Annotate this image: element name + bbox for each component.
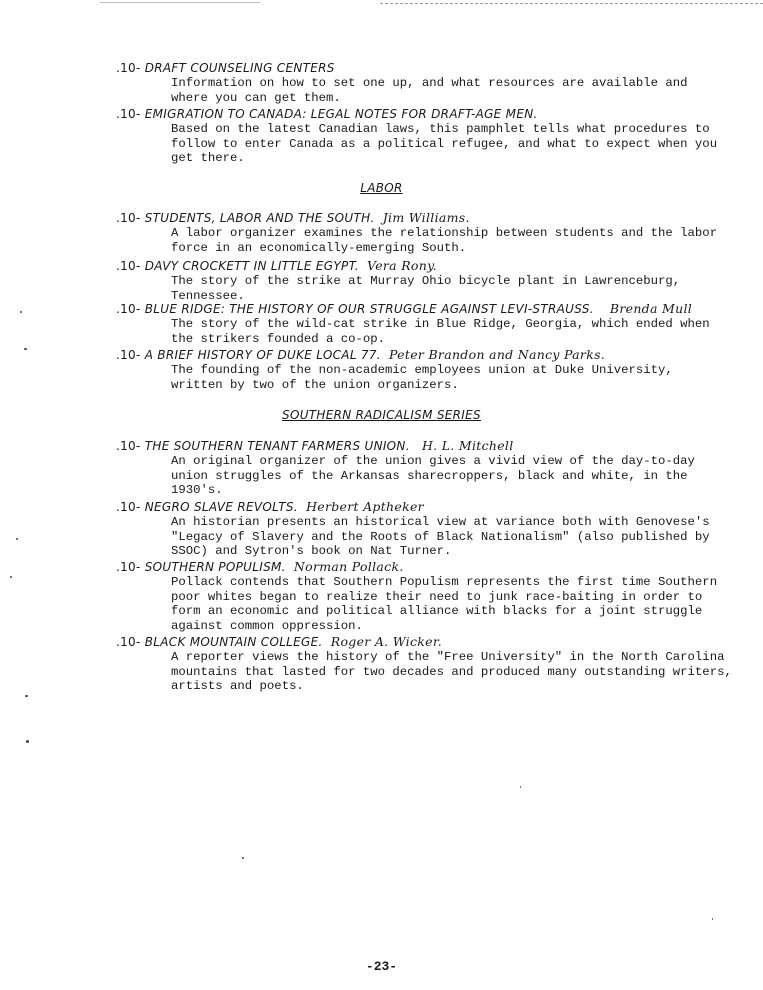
entry-heading: [116, 347, 746, 363]
entry-author: Vera Rony.: [367, 258, 438, 273]
entry-title: NEGRO SLAVE REVOLTS.: [144, 500, 298, 514]
entry-price: .10-: [116, 348, 141, 362]
list-item: [116, 61, 746, 105]
entry-title: BLUE RIDGE: THE HISTORY OF OUR STRUGGLE AGAINST LEVI-STRAUSS.: [144, 302, 594, 316]
entry-author: Peter Brandon and Nancy Parks.: [389, 347, 606, 362]
entry-heading: [116, 61, 746, 76]
scan-speck: [20, 311, 22, 313]
scan-speck: [16, 538, 18, 540]
list-item: [116, 210, 746, 255]
entry-title: BLACK MOUNTAIN COLLEGE.: [144, 635, 323, 649]
entry-price: .10-: [116, 259, 141, 273]
entry-title: DRAFT COUNSELING CENTERS: [144, 61, 335, 75]
entry-author: Herbert Aptheker: [306, 499, 424, 514]
entry-price: .10-: [116, 500, 141, 514]
entry-description: An historian presents an historical view at variance both with Genovese's "Legacy of Slavery and the Roots of Black Nationalism" (also published by SSOC) and Sytron's book on Nat Turner.: [171, 515, 710, 559]
entry-description: An original organizer of the union gives a vivid view of the day-to-day union struggles of the Arkansas sharecroppers, black and white, in the 1930's.: [171, 454, 695, 498]
entry-description: Information on how to set one up, and what resources are available and where you can get them.: [171, 76, 688, 105]
entry-author: Norman Pollack.: [293, 559, 404, 574]
entry-heading: [116, 210, 746, 226]
entry-heading: [116, 559, 746, 575]
list-item: [116, 634, 746, 694]
entry-title: SOUTHERN POPULISM.: [144, 560, 286, 574]
entry-price: .10-: [116, 635, 141, 649]
entry-price: .10-: [116, 439, 141, 453]
entry-heading: [116, 634, 746, 650]
entry-description: The founding of the non-academic employees union at Duke University, written by two of the union organizers.: [171, 363, 673, 392]
section-heading: SOUTHERN RADICALISM SERIES: [282, 408, 481, 422]
entry-title: A BRIEF HISTORY OF DUKE LOCAL 77.: [144, 348, 381, 362]
list-item: [116, 347, 746, 392]
entry-heading: [116, 107, 746, 122]
entry-title: STUDENTS, LABOR AND THE SOUTH.: [144, 211, 375, 225]
entry-author: H. L. Mitchell: [421, 438, 514, 453]
entry-price: .10-: [116, 302, 141, 316]
entry-title: THE SOUTHERN TENANT FARMERS UNION.: [144, 439, 410, 453]
entry-title: EMIGRATION TO CANADA: LEGAL NOTES FOR DRAFT-AGE MEN.: [144, 107, 538, 121]
entry-description: A reporter views the history of the "Free University" in the North Carolina mountains that lasted for two decades and produced many outstanding writers, artists and poets.: [171, 650, 732, 694]
list-item: [116, 301, 746, 346]
entry-author: Roger A. Wicker.: [330, 634, 442, 649]
entry-price: .10-: [116, 560, 141, 574]
entry-price: .10-: [116, 211, 141, 225]
list-item: [116, 107, 746, 166]
list-item: [116, 438, 746, 498]
scan-speck: [24, 348, 27, 350]
entry-description: Pollack contends that Southern Populism represents the first time Southern poor whites began to realize their need to junk race-baiting in order to form an economic and political alliance with blacks for a joint struggle against common oppression.: [171, 575, 718, 633]
entry-author: Jim Williams.: [382, 210, 470, 225]
entry-heading: [116, 438, 746, 454]
entry-description: Based on the latest Canadian laws, this pamphlet tells what procedures to follow to enter Canada as a political refugee, and what to expect when you get there.: [171, 122, 718, 166]
list-item: [116, 499, 746, 559]
list-item: [116, 559, 746, 633]
scan-speck: [712, 918, 713, 920]
section-heading: LABOR: [360, 181, 403, 195]
scan-speck: [25, 695, 28, 697]
list-item: [116, 258, 746, 303]
entry-price: .10-: [116, 107, 141, 121]
entry-description: A labor organizer examines the relationship between students and the labor force in an economically-emerging South.: [171, 226, 718, 255]
entry-heading: [116, 499, 746, 515]
scan-speck: [242, 857, 244, 859]
scan-speck: [26, 740, 29, 743]
page-number: -23-: [365, 959, 398, 974]
entry-description: The story of the wild-cat strike in Blue Ridge, Georgia, which ended when the strikers founded a co-op.: [171, 317, 710, 346]
scan-speck: [520, 786, 521, 788]
scan-speck: [10, 576, 12, 578]
entry-author: Brenda Mull: [609, 301, 693, 316]
entry-description: The story of the strike at Murray Ohio bicycle plant in Lawrenceburg, Tennessee.: [171, 274, 681, 303]
entry-heading: [116, 301, 746, 317]
entry-heading: [116, 258, 746, 274]
entry-title: DAVY CROCKETT IN LITTLE EGYPT.: [144, 259, 359, 273]
entry-price: .10-: [116, 61, 141, 75]
